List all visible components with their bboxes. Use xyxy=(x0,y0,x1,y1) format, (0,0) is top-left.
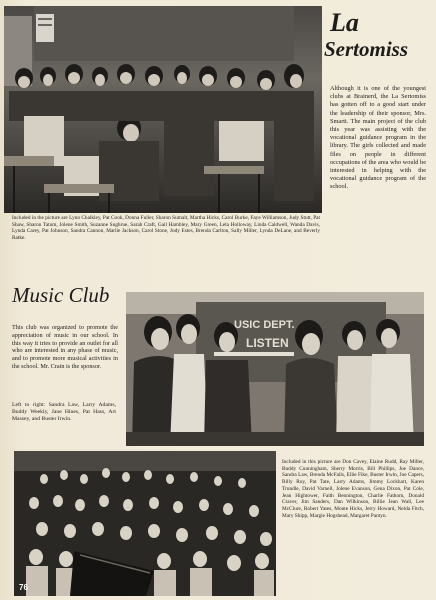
music-club-body: This club was organized to promote the appreciation of music in our school. In this way it tries to provide an outlet for all who are interested in any phase of music, and to promote more musical activities in the school. Mr. Crain is the sponsor. xyxy=(12,324,118,370)
la-sertomiss-title-line2: Sertomiss xyxy=(324,37,409,61)
page-number: 76 xyxy=(19,583,28,592)
la-sertomiss-title xyxy=(324,8,434,62)
la-sertomiss-caption: Included in the picture are Lynn Chalkley, Pat Cook, Donna Fuller, Sharon Sumalt, Martha Hicks, Carol Burke, Faye Williamson, Judy Stutt, Pat Shaw, Sharon Tatum, Jolene Smith, Suzanne Sughrue, Sarah Craft, Gail Hambley, Mary Green, Lela Holloway, Linda Caldwell, Wanda Davis, Lynda Carey, Pat Johnson, Sandra Cannon, Marlie Jackson, Carol Stone, Judy Estes, Brenda Carlton, Sally Miller, Lynda DeLane, and Beverly Ratke. xyxy=(12,215,320,241)
la-sertomiss-photo xyxy=(4,6,322,213)
music-club-caption-text: Left to right: Sandra Law, Larry Adams, Buddy Weekly, Jane Hines, Pat Hass, Art Massey, and Buster Irwin. xyxy=(12,402,116,423)
music-club-officers-photo xyxy=(126,292,424,446)
music-club-group-caption: Included in this picture are Don Cavey, Elaine Rudd, Ray Miller, Buddy Cunningham, Sherry Morris, Bill Phillips, Joe Dance, Sandra Law, Brenda McFalls, Ellie Fike, Buster Irwin, Joe Capers, Billy Roy, Pat Tate, Larry Adams, Jimmy Lockhart, Karen Trundle, David Varnell, Jolene Evanson, Gena Dixon, Pat Cole, Jean Hightower, Faith Bennington, Charlie Fathom, Donald Craver, Jim Sanders, Dan Wilkinson, Billie Jean Wall, Lee McClure, Robert Yates, Monte Hicks, Jerry Howard, Nelda Fitch, Mary Shipp, Margie Hogshead, Margaret Pantyn. xyxy=(282,459,424,519)
la-sertomiss-body: Although it is one of the youngest clubs at Brainerd, the La Sertomiss has gotten off to a good start under the leadership of their sponsor, Mrs. Smartt. The main project of the club this year was assisting with the vocational guidance program in the library. The girls collected and made files on people in different occupations of the area who would be interested in helping with the vocational guidance program of the school. xyxy=(330,85,426,191)
la-sertomiss-title-line1: La xyxy=(330,8,359,37)
bulletin-board-text-2: LISTEN xyxy=(246,336,289,350)
bulletin-board-text-1: USIC DEPT. xyxy=(234,319,295,331)
music-club-caption xyxy=(12,402,116,424)
music-club-title: Music Club xyxy=(12,283,110,307)
music-club-group-photo xyxy=(14,451,276,596)
